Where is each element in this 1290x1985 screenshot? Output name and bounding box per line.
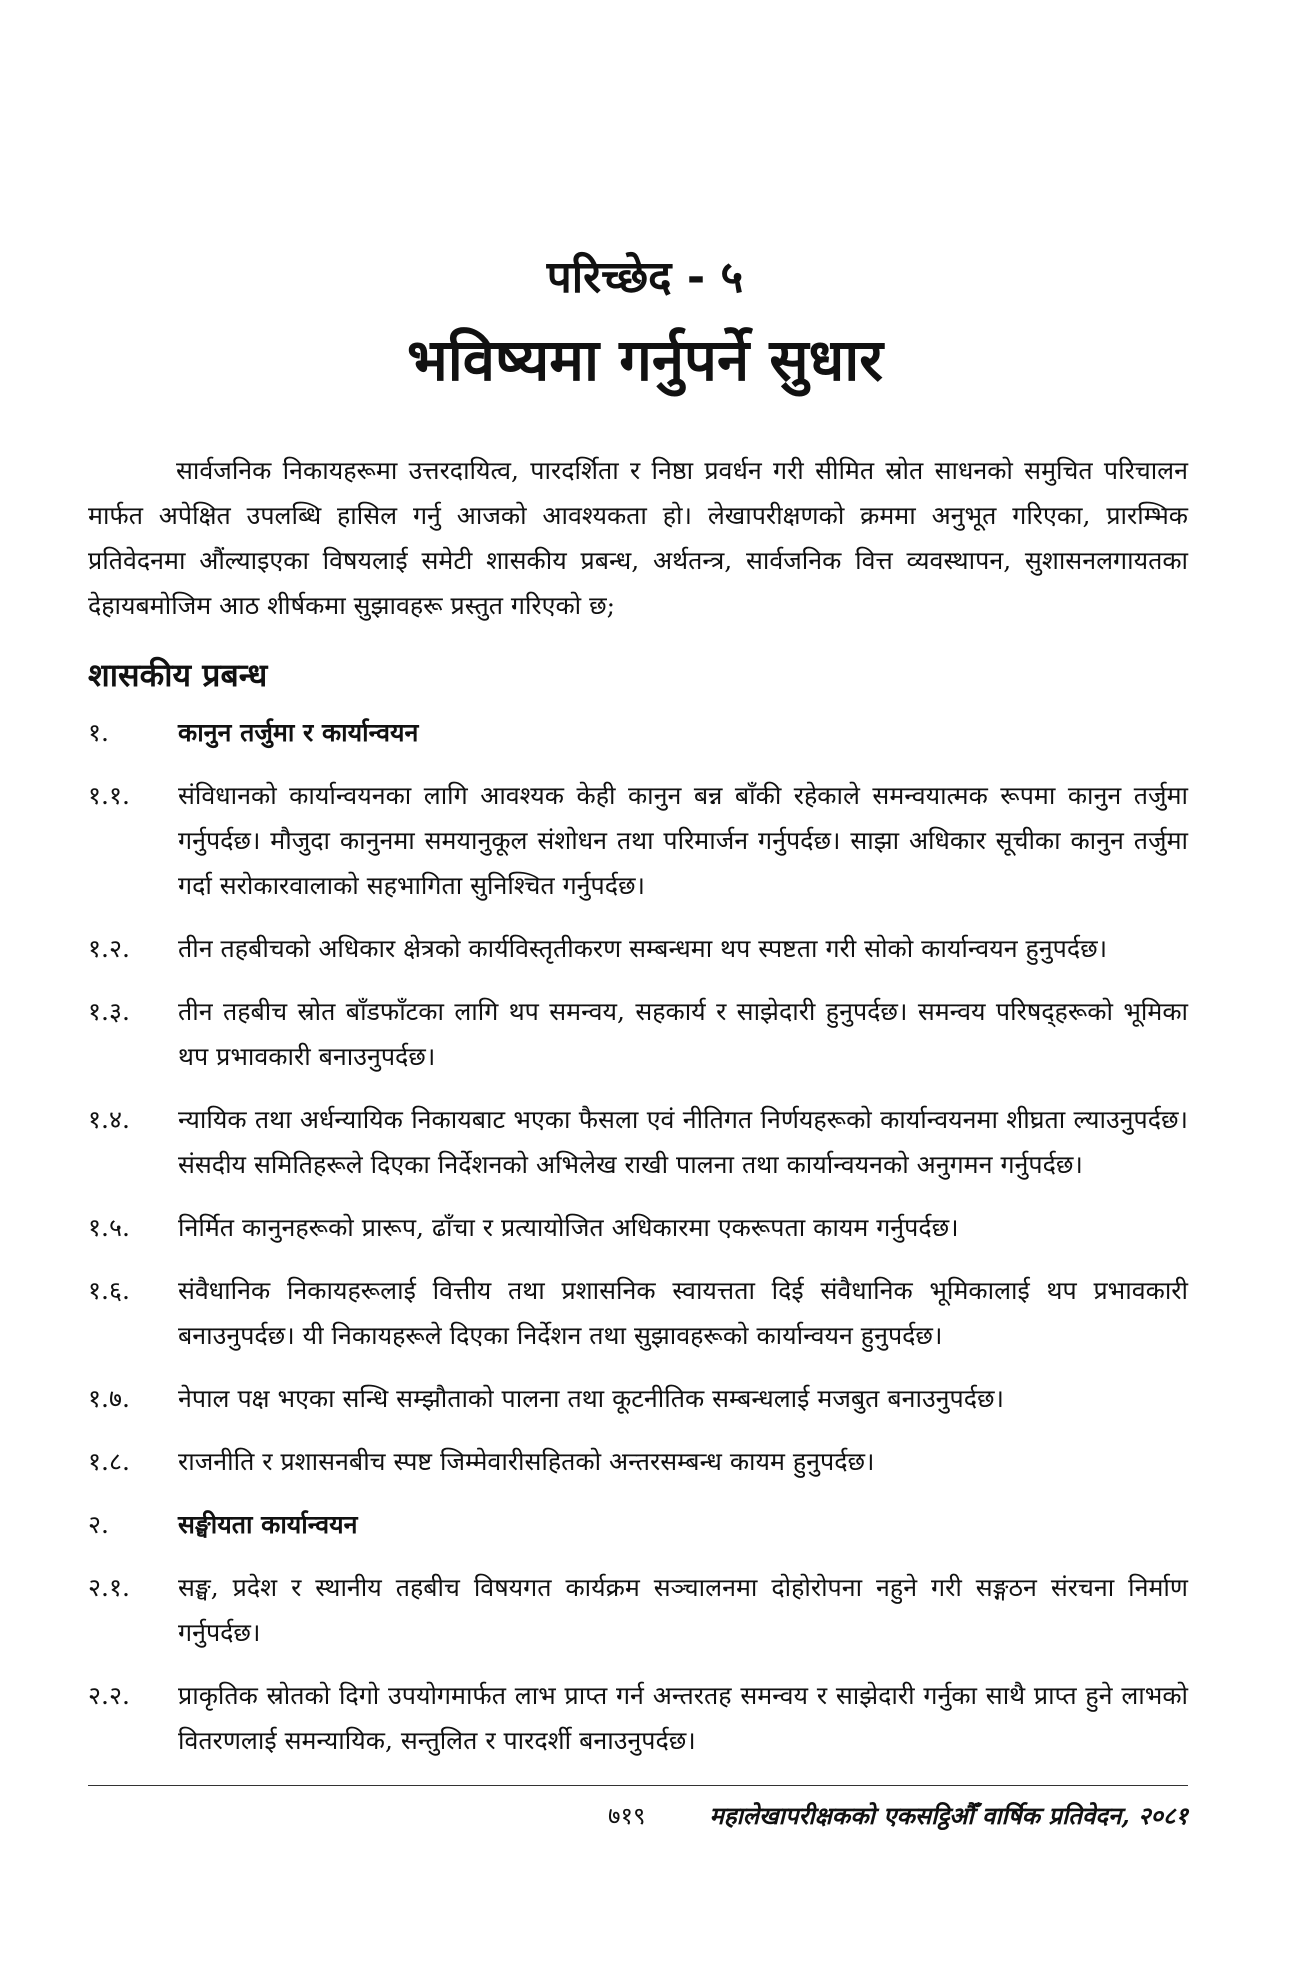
item-number: १.४. (88, 1105, 130, 1134)
item-text: सङ्घ, प्रदेश र स्थानीय तहबीच विषयगत कार्यक्रम सञ्चालनमा दोहोरोपना नहुने गरी सङ्गठन संरचना निर्माण गर्नुपर्दछ। (178, 1573, 1188, 1647)
intro-paragraph: सार्वजनिक निकायहरूमा उत्तरदायित्व, पारदर्शिता र निष्ठा प्रवर्धन गरी सीमित स्रोत साधनको समुचित परिचालन मार्फत अपेक्षित उपलब्धि हासिल गर्नु आजको आवश्यकता हो। लेखापरीक्षणको क्रममा अनुभूत गरिएका, प्रारम्भिक प्रतिवेदनमा औंल्याइएका विषयलाई समेटी शासकीय प्रबन्ध, अर्थतन्त्र, सार्वजनिक वित्त व्यवस्थापन, सुशासनलगायतका देहायबमोजिम आठ शीर्षकमा सुझावहरू प्रस्तुत गरिएको छ; (88, 456, 1188, 620)
list-item (88, 1565, 1188, 1655)
item-number: १.३. (88, 997, 130, 1026)
item-text: राजनीति र प्रशासनबीच स्पष्ट जिम्मेवारीसहितको अन्तरसम्बन्ध कायम हुनुपर्दछ। (178, 1447, 875, 1476)
item-text: नेपाल पक्ष भएका सन्धि सम्झौताको पालना तथा कूटनीतिक सम्बन्धलाई मजबुत बनाउनुपर्दछ। (178, 1384, 1005, 1413)
item-text: तीन तहबीचको अधिकार क्षेत्रको कार्यविस्तृतीकरण सम्बन्धमा थप स्पष्टता गरी सोको कार्यान्वयन हुनुपर्दछ। (178, 934, 1108, 963)
page-number: ७१९ (608, 1802, 646, 1830)
item-number: १.५. (88, 1213, 130, 1242)
item-heading: कानुन तर्जुमा र कार्यान्वयन (178, 718, 419, 747)
recommendation-list (88, 710, 1188, 1781)
list-item (88, 926, 1188, 971)
item-number: १.१. (88, 781, 130, 810)
page-footer (88, 1796, 1188, 1836)
item-text: प्राकृतिक स्रोतको दिगो उपयोगमार्फत लाभ प्राप्त गर्न अन्तरतह समन्वय र साझेदारी गर्नुका साथै प्राप्त हुने लाभको वितरणलाई समन्यायिक, सन्तुलित र पारदर्शी बनाउनुपर्दछ। (178, 1681, 1188, 1755)
footer-divider (88, 1785, 1188, 1786)
item-number: १.६. (88, 1276, 130, 1305)
item-text: न्यायिक तथा अर्धन्यायिक निकायबाट भएका फैसला एवं नीतिगत निर्णयहरूको कार्यान्वयनमा शीघ्रता ल्याउनुपर्दछ। संसदीय समितिहरूले दिएका निर्देशनको अभिलेख राखी पालना तथा कार्यान्वयनको अनुगमन गर्नुपर्दछ। (178, 1105, 1188, 1179)
report-title: महालेखापरीक्षकको एकसट्ठिऔँ वार्षिक प्रतिवेदन, २०८१ (709, 1801, 1188, 1830)
list-item (88, 1376, 1188, 1421)
item-number: १. (88, 718, 109, 747)
item-number: २.२. (88, 1681, 130, 1710)
item-number: २.१. (88, 1573, 130, 1602)
item-number: १.२. (88, 934, 130, 963)
item-number: २. (88, 1510, 109, 1539)
chapter-label: परिच्छेद - ५ (546, 252, 744, 303)
item-text: निर्मित कानुनहरूको प्रारूप, ढाँचा र प्रत्यायोजित अधिकारमा एकरूपता कायम गर्नुपर्दछ। (178, 1213, 959, 1242)
list-item (88, 1439, 1188, 1484)
list-item (88, 1097, 1188, 1187)
list-item (88, 1502, 1188, 1547)
list-item (88, 1205, 1188, 1250)
list-item (88, 989, 1188, 1079)
section-heading: शासकीय प्रबन्ध (88, 656, 268, 694)
item-text: संवैधानिक निकायहरूलाई वित्तीय तथा प्रशासनिक स्वायत्तता दिई संवैधानिक भूमिकालाई थप प्रभावकारी बनाउनुपर्दछ। यी निकायहरूले दिएका निर्देशन तथा सुझावहरूको कार्यान्वयन हुनुपर्दछ। (178, 1276, 1188, 1350)
item-text: तीन तहबीच स्रोत बाँडफाँटका लागि थप समन्वय, सहकार्य र साझेदारी हुनुपर्दछ। समन्वय परिषद्हरूको भूमिका थप प्रभावकारी बनाउनुपर्दछ। (178, 997, 1188, 1071)
list-item (88, 1268, 1188, 1358)
list-item (88, 1673, 1188, 1763)
chapter-title: भविष्यमा गर्नुपर्ने सुधार (407, 326, 883, 394)
list-item (88, 710, 1188, 755)
item-number: १.७. (88, 1384, 130, 1413)
item-heading: सङ्घीयता कार्यान्वयन (178, 1510, 358, 1539)
item-number: १.८. (88, 1447, 130, 1476)
list-item (88, 773, 1188, 908)
item-text: संविधानको कार्यान्वयनका लागि आवश्यक केही कानुन बन्न बाँकी रहेकाले समन्वयात्मक रूपमा कानुन तर्जुमा गर्नुपर्दछ। मौजुदा कानुनमा समयानुकूल संशोधन तथा परिमार्जन गर्नुपर्दछ। साझा अधिकार सूचीका कानुन तर्जुमा गर्दा सरोकारवालाको सहभागिता सुनिश्चित गर्नुपर्दछ। (178, 781, 1188, 900)
